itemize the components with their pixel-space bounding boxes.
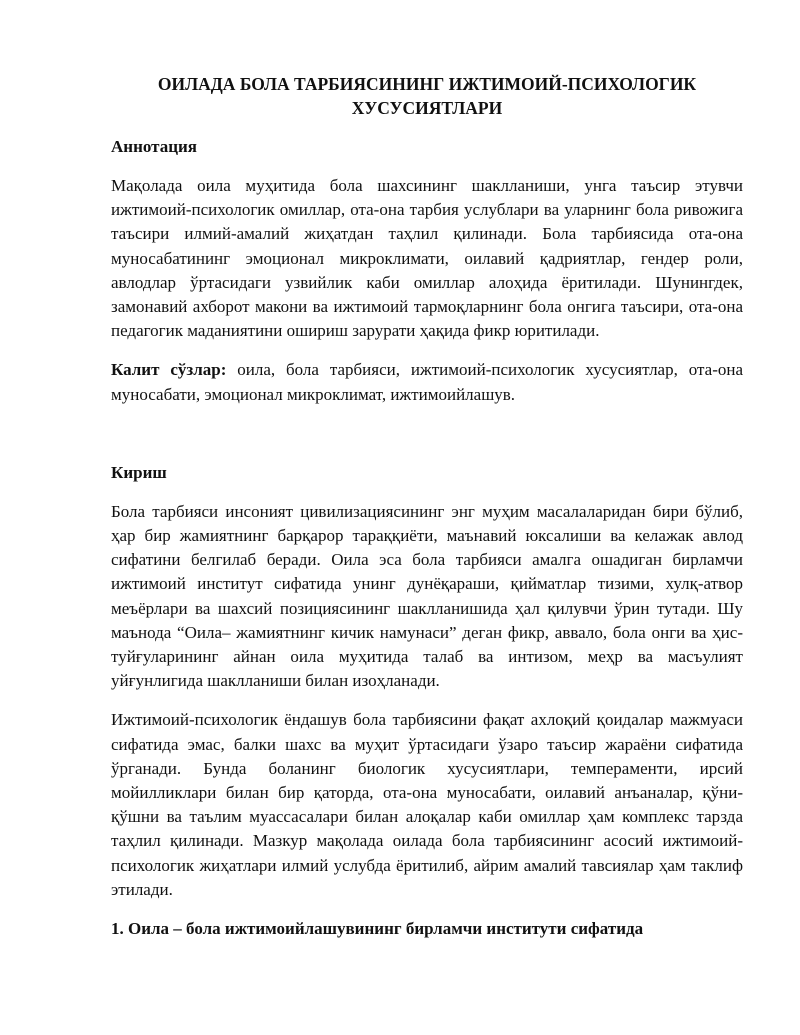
document-title — [111, 72, 743, 120]
section-1-heading: 1. Оила – бола ижтимоийлашувининг бирламчи институти сифатида — [111, 919, 644, 939]
keywords-paragraph — [111, 358, 743, 406]
title-line-2: ХУСУСИЯТЛАРИ — [351, 98, 503, 118]
keywords-label: Калит сўзлар: — [111, 360, 227, 380]
annotation-paragraph: Мақолада оила муҳитида бола шахсининг шаклланиши, унга таъсир этувчи ижтимоий-психологик омиллар, ота-она тарбия услублари ва уларнинг бола ривожига таъсири илмий-амалий жиҳатдан таҳлил қилинади. Бола тарбиясида ота-она муносабатининг эмоционал микроклимати, оилавий қадриятлар, гендер роли, авлодлар ўртасидаги узвийлик каби омиллар алоҳида ёритилади. Шунингдек, замонавий ахборот макони ва ижтимоий тармоқларнинг бола онгига таъсири, ота-она педагогик маданиятини ошириш зарурати ҳақида фикр юритилади. — [111, 176, 743, 341]
intro-paragraph-1: Бола тарбияси инсоният цивилизациясининг энг муҳим масалаларидан бири бўлиб, ҳар бир жамиятнинг барқарор тараққиёти, маънавий юксалиши ва келажак авлод сифатини белгилаб беради. Оила эса бола тарбияси амалга ошадиган бирламчи ижтимоий институт сифатида унинг дунёқараши, қийматлар тизими, хулқ-атвор меъёрлари ва шахсий позициясининг шаклланишида ҳал қилувчи ўрин тутади. Шу маънода “Оила– жамиятнинг кичик намунаси” деган фикр, аввало, бола онги ва ҳис-туйғуларининг айнан оила муҳитида талаб ва интизом, меҳр ва масъулият уйғунлигида шаклланиши билан изоҳланади. — [111, 501, 743, 691]
intro-paragraph-2: Ижтимоий-психологик ёндашув бола тарбиясини фақат ахлоқий қоидалар мажмуаси сифатида эмас, балки шахс ва муҳит ўртасидаги ўзаро таъсир жараёни сифатида ўрганади. Бунда боланинг биологик хусусиятлари, темпераменти, ирсий мойилликлари билан бир қаторда, ота-она муносабати, оилавий анъаналар, қўни-қўшни ва таълим муассасалари билан алоқалар каби омиллар ҳам комплекс тарзда таҳлил қилинади. Мазкур мақолада оилада бола тарбиясининг асосий ижтимоий-психологик жиҳатлари илмий услубда ёритилиб, айрим амалий тавсиялар ҳам таклиф этилади. — [111, 710, 743, 899]
document-page — [111, 72, 743, 941]
intro-heading: Кириш — [111, 462, 167, 482]
keywords-text: оила, бола тарбияси, ижтимоий-психологик хусусиятлар, ота-она муносабати, эмоционал микроклимат, ижтимоийлашув. — [111, 360, 743, 404]
title-line-1: ОИЛАДА БОЛА ТАРБИЯСИНИНГ ИЖТИМОИЙ-ПСИХОЛОГИК — [157, 74, 697, 94]
annotation-heading: Аннотация — [111, 137, 197, 156]
